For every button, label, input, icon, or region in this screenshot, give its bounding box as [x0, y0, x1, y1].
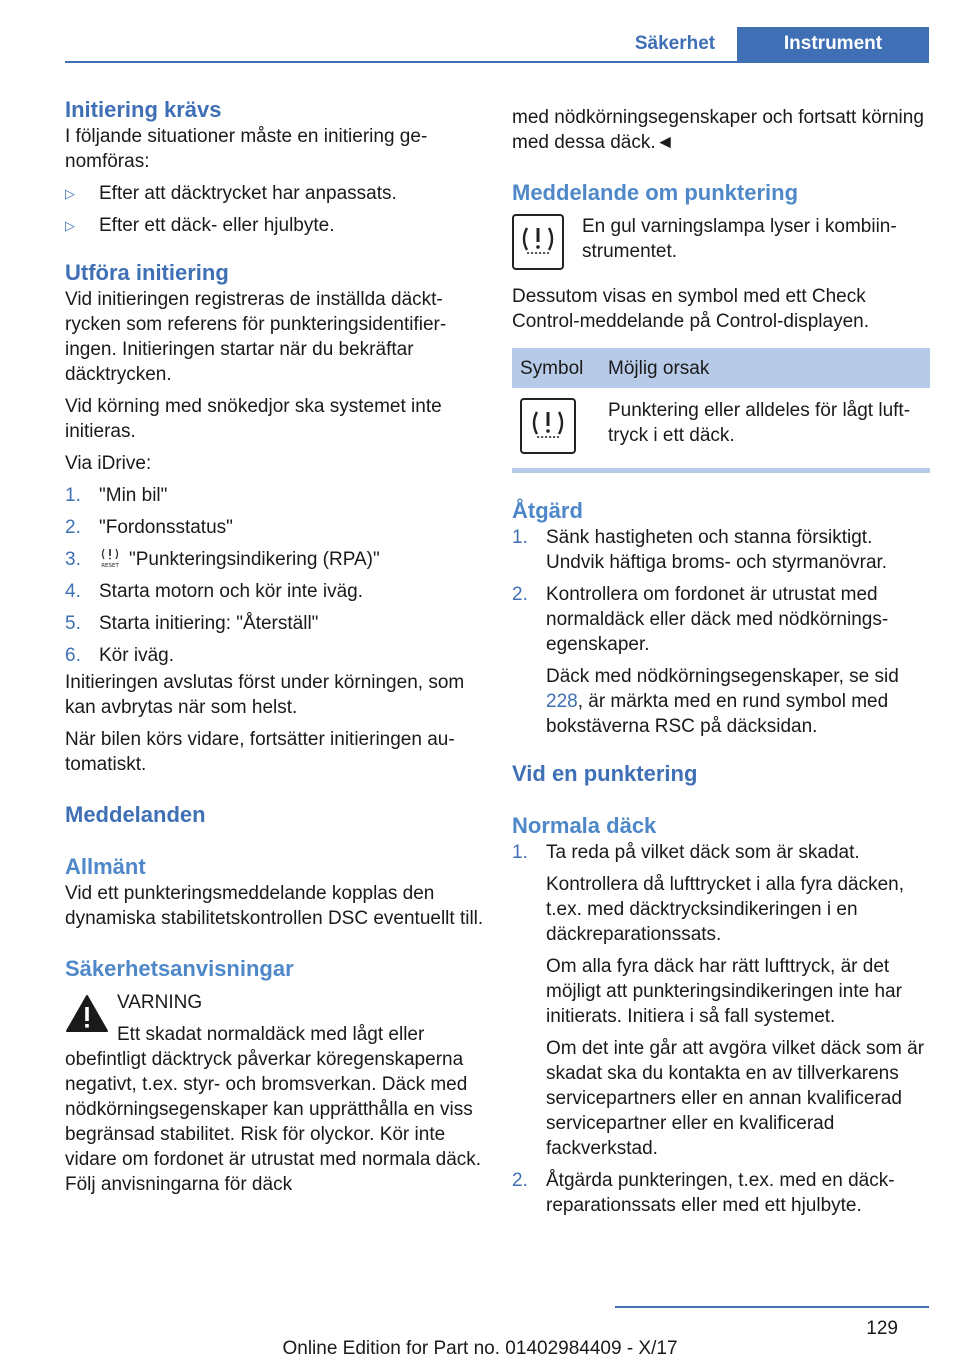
bullet-item: ▷ Efter ett däck- eller hjulbyte. — [65, 215, 335, 236]
heading-puncture: Vid en punktering — [512, 761, 698, 786]
normal-item: 1. Ta reda på vilket däck som är skadat. Kontrollera då lufttrycket i alla fyra däcken, t.ex. med däcktrycksindikeringen i en däckreparationssats. Om alla fyra däck har rätt lufttryck, är det möjligt att punkteringsindikeringen inte har initierats. Initiera i så fall systemet. Om det inte går att avgöra vilket däck som är skadat ska du kontakta en av tillverkarens servicepartners eller en annan kvalificerad servicepartner eller en kvalificerad fackverkstad. — [512, 840, 930, 1161]
para-after-2: När bilen körs vidare, fortsätter initieringen automatiskt. — [65, 729, 455, 775]
para-lamp: En gul varningslampa lyser i kombiinstrumentet. — [582, 216, 897, 262]
heading-safety: Säkerhetsanvisningar — [65, 956, 294, 981]
para-after-1: Initieringen avslutas först under körningen, som kan avbrytas när som helst. — [65, 672, 465, 718]
heading-init-required: Initiering krävs — [65, 97, 222, 122]
left-column — [65, 96, 485, 1197]
warning-title: VARNING — [117, 992, 203, 1013]
tpms-symbol-icon-box — [520, 398, 576, 454]
warning-text: Ett skadat normaldäck med lågt eller obefintligt däcktryck påverkar köregenskaperna negativt, t.ex. styr- och bromsverkan. Däck med nödkörningsegenskaper kan upprätthålla en viss begränsad stabilitet. Risk för olyckor. Kör inte vidare om fordonet är utrustat med normala däck. Följ anvisningarna för däck — [65, 1024, 482, 1195]
heading-normal-tires: Normala däck — [512, 813, 657, 838]
right-column — [512, 105, 930, 1225]
footer-rule — [615, 1306, 929, 1308]
bullet-marker-icon: ▷ — [65, 186, 75, 201]
lamp-row — [512, 214, 930, 270]
step-item: 3. RESET "Punkteringsindikering (RPA)" — [65, 549, 380, 570]
table-cell-cause: Punktering eller alldeles för lågt lufttryck i ett däck. — [608, 400, 911, 446]
step-item: 2. "Fordonsstatus" — [65, 517, 233, 538]
table-row — [512, 388, 930, 468]
para-perform-3: Via iDrive: — [65, 453, 152, 474]
heading-action: Åtgärd — [512, 498, 583, 523]
step-item: 6. Kör iväg. — [65, 645, 174, 666]
table-header-cause: Möjlig orsak — [600, 348, 930, 388]
heading-perform-init: Utföra initiering — [65, 260, 229, 285]
action-item: 1. Sänk hastigheten och stanna försiktigt. Undvik häftiga broms- och styrmanövrar. — [512, 527, 888, 573]
normal-1-sub2: Om alla fyra däck har rätt lufttryck, är det möjligt att punkteringsindikeringen inte har initierats. Initiera i så fall systemet. — [546, 956, 902, 1027]
warning-triangle-icon — [65, 994, 109, 1034]
para-perform-2: Vid körning med snökedjor ska systemet inte initieras. — [65, 396, 442, 442]
step-item: 4. Starta motorn och kör inte iväg. — [65, 581, 364, 602]
tpms-lamp-icon-box — [512, 214, 564, 270]
action-2-sub: Däck med nödkörningsegenskaper, se sid 228, är märkta med en rund symbol med bokstäverna RSC på däcksidan. — [546, 666, 899, 737]
step-item: 1. "Min bil" — [65, 485, 168, 506]
symbol-table — [512, 348, 930, 468]
normal-item: 2. Åtgärda punkteringen, t.ex. med en däckreparationssats eller med ett hjulbyte. — [512, 1170, 895, 1216]
header-tab-instrument[interactable]: Instrument — [737, 27, 929, 61]
header-tab-sakerhet[interactable]: Säkerhet — [634, 33, 716, 54]
para-init-required: I följande situationer måste en initiering genomföras: — [65, 126, 428, 172]
bullet-item: ▷ Efter att däcktrycket har anpassats. — [65, 183, 397, 204]
bullet-marker-icon: ▷ — [65, 218, 75, 233]
table-header-symbol: Symbol — [512, 348, 600, 388]
action-item: 2. Kontrollera om fordonet är utrustat med normaldäck eller däck med nödkörningsegenskaper. Däck med nödkörningsegenskaper, se sid 228, är märkta med en rund symbol med bokstäverna RSC på däcksidan. — [512, 582, 930, 739]
para-continued: med nödkörningsegenskaper och fortsatt körning med dessa däck.◄ — [512, 107, 924, 153]
warning-block — [65, 990, 485, 1022]
para-general: Vid ett punkteringsmeddelande kopplas den dynamiska stabilitetskontrollen DSC eventuellt till. — [65, 883, 484, 929]
rpa-reset-icon — [99, 547, 121, 569]
step-item: 5. Starta initiering: "Återställ" — [65, 613, 319, 634]
tpms-warning-icon — [518, 222, 558, 262]
heading-messages: Meddelanden — [65, 802, 206, 827]
page-link-228[interactable]: 228 — [546, 691, 578, 712]
header-rule — [65, 61, 929, 63]
rpa-icon-label: RESET — [101, 563, 119, 569]
normal-1-sub1: Kontrollera då lufttrycket i alla fyra däcken, t.ex. med däcktrycksindikeringen i en däckreparationssats. — [546, 874, 905, 945]
page-number: 129 — [866, 1318, 898, 1339]
footer-edition: Online Edition for Part no. 01402984409 - X/17 — [282, 1338, 678, 1359]
heading-puncture-message: Meddelande om punktering — [512, 180, 799, 205]
para-perform-1: Vid initieringen registreras de inställda däcktrycken som referens för punkteringsidentifieringen. Initieringen startar när du bekräftar däcktrycken. — [65, 289, 447, 385]
para-check-control: Dessutom visas en symbol med ett Check Control-meddelande på Control-displayen. — [512, 286, 869, 332]
heading-general: Allmänt — [65, 854, 146, 879]
normal-1-sub3: Om det inte går att avgöra vilket däck som är skadat ska du kontakta en av tillverkarens servicepartners eller en annan kvalificerad servicepartner eller en kvalificerad fackverkstad. — [546, 1038, 925, 1159]
tpms-symbol-icon — [528, 406, 568, 446]
